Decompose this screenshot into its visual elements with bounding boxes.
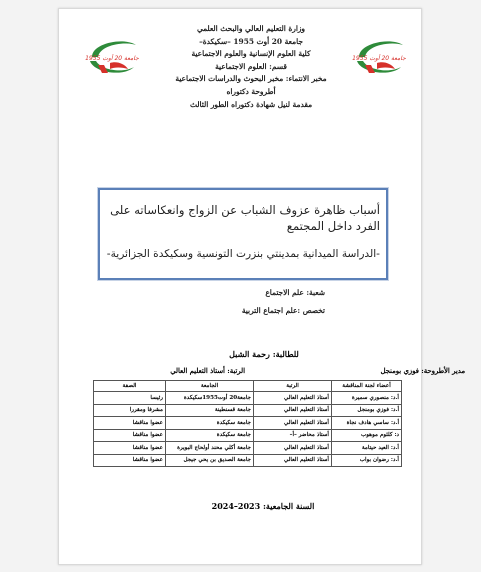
member-university: جامعة قسنطينة xyxy=(166,404,254,417)
header-rank: الرتبة xyxy=(254,381,332,392)
table-row xyxy=(94,429,402,442)
member-name: أ.د: فوزي بومنجل xyxy=(332,404,402,417)
supervisor-row xyxy=(59,367,465,377)
header-role: الصفة xyxy=(94,381,166,392)
member-role: مشرفا ومقررا xyxy=(94,404,166,417)
table-row xyxy=(94,404,402,417)
logo-text: جامعة 20 أوت 1955 xyxy=(352,55,406,62)
member-role: عضوا مناقشا xyxy=(94,429,166,442)
header-member: أعضاء لجنة المناقشة xyxy=(332,381,402,392)
logo-text: جامعة 20 أوت 1955 xyxy=(85,55,139,62)
member-rank: أستاذ التعليم العالي xyxy=(254,404,332,417)
member-role: عضوا مناقشا xyxy=(94,442,166,455)
academic-year: السنة الجامعية: 2023–2024 xyxy=(211,501,315,511)
supervisor-name: مدير الأطروحة: فوزي بومنجل xyxy=(380,367,465,375)
specialization-label: تخصص :علم اجتماع التربية xyxy=(241,306,325,315)
table-row xyxy=(94,417,402,430)
thesis-subtitle: -الدراسة الميدانية بمدينتي بنزرت التونسية وسكيكدة الجزائرية- xyxy=(106,248,380,260)
member-rank: أستاذ التعليم العالي xyxy=(254,442,332,455)
member-name: أ.د: ساسي هادف نجاة xyxy=(332,417,402,430)
member-university: جامعة سكيكدة xyxy=(166,429,254,442)
member-rank: أستاذ التعليم العالي xyxy=(254,417,332,430)
title-box xyxy=(98,188,388,280)
thesis-title-line-2: الفرد داخل المجتمع xyxy=(286,219,380,233)
branch-label: شعبة: علم الاجتماع xyxy=(265,288,325,297)
supervisor-rank: الرتبة: أستاذ التعليم العالي xyxy=(170,367,245,375)
member-role: عضوا مناقشا xyxy=(94,417,166,430)
member-name: أ.د: رضوان بواب xyxy=(332,454,402,467)
document-header xyxy=(141,23,361,111)
header-university: الجامعة xyxy=(166,381,254,392)
student-name: للطالبة: رحمة الشبل xyxy=(229,349,299,359)
member-university: جامعة أكلي محند أولحاج البويرة xyxy=(166,442,254,455)
table-row xyxy=(94,442,402,455)
member-university: جامعة الصديق بن يحي جيجل xyxy=(166,454,254,467)
member-rank: أستاذ التعليم العالي xyxy=(254,392,332,405)
member-role: رئيسا xyxy=(94,392,166,405)
thesis-title-line-1: أسباب ظاهرة عزوف الشباب عن الزواج وانعكاساته على xyxy=(110,203,380,217)
table-row xyxy=(94,454,402,467)
table-row xyxy=(94,392,402,405)
member-rank: أستاذ محاضر –أ– xyxy=(254,429,332,442)
member-name: أ.د: منصوري سميرة xyxy=(332,392,402,405)
thesis-type-line: أطروحة دكتوراه xyxy=(226,86,276,96)
university-line: جامعة 20 أوت 1955 –سكيكدة– xyxy=(199,36,303,46)
degree-line: مقدمة لنيل شهادة دكتوراه الطور الثالث xyxy=(189,99,313,109)
member-role: عضوا مناقشا xyxy=(94,454,166,467)
ministry-line: وزارة التعليم العالي والبحث العلمي xyxy=(196,24,306,33)
member-university: جامعة سكيكدة xyxy=(166,417,254,430)
committee-table-header xyxy=(94,381,402,392)
member-name: أ.د: العيد حيتامة xyxy=(332,442,402,455)
member-name: د: كلثوم موهوب xyxy=(332,429,402,442)
member-university: جامعة20 أوت1955سكيكدة xyxy=(166,392,254,405)
department-line: قسم: العلوم الاجتماعية xyxy=(215,61,287,71)
committee-table xyxy=(93,380,402,467)
laboratory-line: مخبر الانتماء: مخبر البحوث والدراسات الاجتماعية xyxy=(175,74,327,84)
university-logo-left xyxy=(84,35,140,81)
faculty-line: كلية العلوم الإنسانية والعلوم الاجتماعية xyxy=(191,49,311,59)
member-rank: أستاذ التعليم العالي xyxy=(254,454,332,467)
document-page xyxy=(58,8,465,565)
